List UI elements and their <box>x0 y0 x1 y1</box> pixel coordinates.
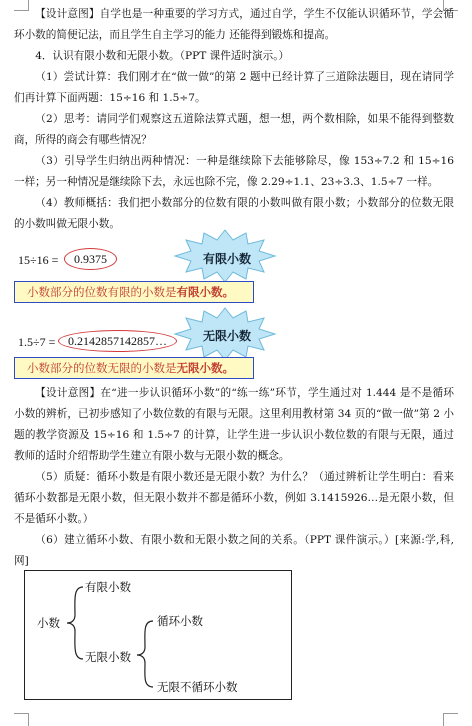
section-heading: 4．认识有限小数和无限小数。（PPT 课件适时演示。） <box>35 50 290 62</box>
design-intent-paragraph-2: 【设计意图】在“进一步认识循环小数”的“练一练”环节，学生通过对 1.444 是不是循环小数的辨析，已初步感知了小数位数的有限与无限。这里利用教材第 34 页的“做一做”第 2 小题的教学资源及 15÷16 和 1.5÷7 的计算，让学生进一步认识小数位数的有限与无限，通过教师的适时介绍帮助学生建立有限小数与无限小数的概念。 <box>14 387 454 462</box>
result-oval-finite: 0.9375 <box>64 248 117 270</box>
result-oval-infinite: 0.2142857142857… <box>58 330 177 352</box>
page-corner-mark <box>443 713 458 726</box>
step-2-paragraph: （2）思考：请同学们观察这五道除法算式题，想一想，两个数相除，如果不能得到整数商，所得的商会有哪些情况？ <box>14 113 454 146</box>
definition-highlight: 无限小数。 <box>176 363 234 375</box>
step-6-paragraph: （6）建立循环小数、有限小数和无限小数之间的关系。（PPT 课件演示。）[来源:学,科,网] <box>14 534 454 567</box>
bracket-infinite <box>137 621 153 687</box>
equation-1-5-div-7: 1.5÷7 = <box>18 335 56 349</box>
step-4-paragraph: （4）教师概括：我们把小数部分的位数有限的小数叫做有限小数；小数部分的位数无限的小数叫做无限小数。 <box>14 197 454 230</box>
page-corner-mark <box>14 713 29 726</box>
step-1-paragraph: （1）尝试计算：我们刚才在“做一做”的第 2 题中已经计算了三道除法题目，现在请同学们再计算下面两题：15÷16 和 1.5÷7。 <box>14 71 454 104</box>
bracket-main <box>67 587 83 659</box>
equation-15-div-16: 15÷16 = <box>18 253 59 267</box>
burst-label-finite: 有限小数 <box>203 252 252 266</box>
finite-definition-box <box>14 281 254 303</box>
infinite-definition-box <box>14 357 254 379</box>
burst-label-infinite: 无限小数 <box>203 329 252 343</box>
diagram-repeating: 循环小数 <box>157 616 203 628</box>
design-intent-paragraph: 【设计意图】自学也是一种重要的学习方式，通过自学，学生不仅能认识循环节，学会循环小数的简便记法，而且学生自主学习的能力 还能得到锻炼和提高。 <box>14 8 454 41</box>
decimal-classification-diagram <box>24 570 292 700</box>
definition-highlight: 有限小数。 <box>176 287 234 299</box>
diagram-finite: 有限小数 <box>85 582 131 594</box>
diagram-nonrepeating: 无限不循环小数 <box>157 682 238 694</box>
diagram-root: 小数 <box>37 618 60 630</box>
step-3-paragraph: （3）引导学生归纳出两种情况：一种是继续除下去能够除尽，像 153÷7.2 和 15÷16 一样；另一种情况是继续除下去，永远也除不完，像 2.29÷1.1、23÷3.3、1.5÷7 一样。 <box>14 155 454 188</box>
definition-text: 小数部分的位数无限的小数是 <box>27 363 177 375</box>
diagram-infinite: 无限小数 <box>85 652 131 664</box>
step-5-paragraph: （5）质疑：循环小数是有限小数还是无限小数？为什么？（通过辨析让学生明白：看来循环小数都是无限小数，但无限小数并不都是循环小数，例如 3.1415926…是无限小数，但不是循环小数。） <box>14 471 454 525</box>
definition-text: 小数部分的位数有限的小数是 <box>27 287 177 299</box>
